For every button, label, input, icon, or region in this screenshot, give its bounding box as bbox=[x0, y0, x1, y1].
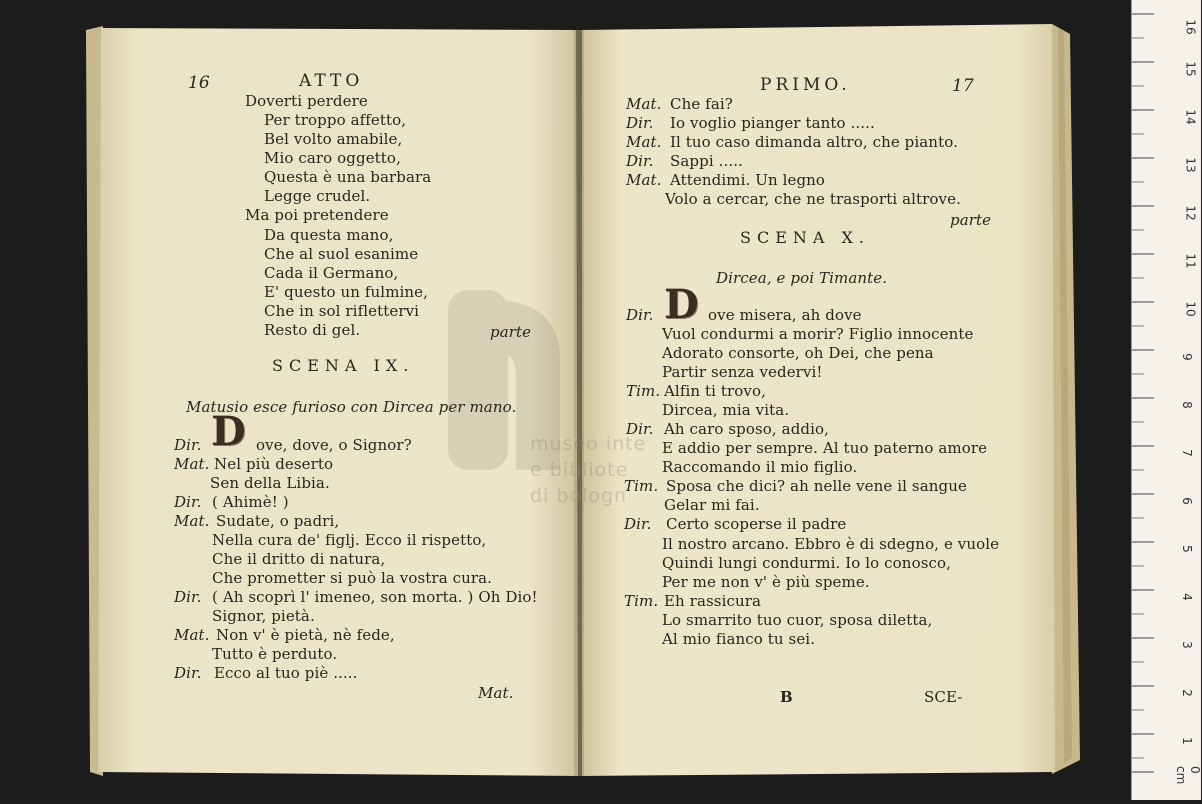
speaker: Dir. bbox=[626, 306, 654, 324]
speech-line: Certo scoperse il padre bbox=[666, 515, 847, 533]
verse-line: Che al suol esanime bbox=[264, 245, 419, 263]
speech-line: Attendimi. Un legno bbox=[670, 171, 826, 189]
speech-line: Partir senza vedervi! bbox=[662, 363, 823, 381]
verse-line: Da questa mano, bbox=[264, 226, 394, 244]
ruler-tick-label: 4 bbox=[1179, 593, 1194, 601]
ruler-tick-label: 12 bbox=[1183, 205, 1198, 221]
speaker: Dir. bbox=[174, 493, 202, 511]
speech-line: E addio per sempre. Al tuo paterno amore bbox=[662, 439, 988, 457]
verse-line: Mio caro oggetto, bbox=[264, 149, 401, 167]
speaker: Mat. bbox=[626, 133, 662, 151]
speaker: Mat. bbox=[174, 626, 210, 644]
speech-line: Dircea, mia vita. bbox=[662, 401, 790, 419]
drop-cap: D bbox=[664, 281, 699, 328]
ruler-tick-label: 13 bbox=[1183, 157, 1198, 173]
speaker: Dir. bbox=[174, 436, 202, 454]
ruler-tick-label: 14 bbox=[1183, 109, 1198, 125]
catchword: SCE- bbox=[924, 688, 963, 706]
verse-line: Che in sol riflettervi bbox=[264, 302, 420, 320]
speaker: Mat. bbox=[626, 95, 662, 113]
speech-line: ( Ah scoprì l' imeneo, son morta. ) Oh Dio! bbox=[212, 588, 538, 606]
speech-line: Sudate, o padri, bbox=[216, 512, 340, 530]
speech-line: Tutto è perduto. bbox=[212, 645, 338, 663]
speech-line: Gelar mi fai. bbox=[664, 496, 760, 514]
speaker: Dir. bbox=[626, 114, 654, 132]
speech-line: Signor, pietà. bbox=[212, 607, 315, 625]
speaker: Dir. bbox=[624, 515, 652, 533]
ruler-tick-label: 2 bbox=[1179, 689, 1194, 697]
speech-line: Che prometter si può la vostra cura. bbox=[212, 569, 493, 587]
ruler-tick-label: 9 bbox=[1179, 353, 1194, 361]
speech-line: Il nostro arcano. Ebbro è di sdegno, e vuole bbox=[662, 535, 1000, 553]
verse-line: Per troppo affetto, bbox=[264, 111, 407, 129]
speech-line: Sappi ..... bbox=[670, 152, 743, 170]
ruler-tick-label: 11 bbox=[1183, 253, 1198, 269]
exit-direction: parte bbox=[490, 323, 532, 341]
watermark-line: museo inte bbox=[530, 433, 647, 455]
speaker: Mat. bbox=[174, 455, 210, 473]
speech-line: ( Ahimè! ) bbox=[212, 493, 289, 511]
speaker: Tim. bbox=[624, 592, 659, 610]
stage-direction: Matusio esce furioso con Dircea per mano. bbox=[186, 398, 517, 416]
speaker: Tim. bbox=[626, 382, 661, 400]
ruler-tick-label: 5 bbox=[1179, 545, 1194, 553]
verse-line: Bel volto amabile, bbox=[264, 130, 403, 148]
speaker: Tim. bbox=[624, 477, 659, 495]
speech-line: Al mio fianco tu sei. bbox=[662, 630, 816, 648]
ruler-tick-label: 1 bbox=[1179, 737, 1194, 745]
speaker: Dir. bbox=[174, 588, 202, 606]
verse-line: Legge crudel. bbox=[264, 187, 371, 205]
speech-line: Raccomando il mio figlio. bbox=[662, 458, 858, 476]
speech-line: Il tuo caso dimanda altro, che pianto. bbox=[670, 133, 958, 151]
speech-line: Non v' è pietà, nè fede, bbox=[216, 626, 395, 644]
speech-line: Ecco al tuo piè ..... bbox=[214, 664, 358, 682]
speech-line: Eh rassicura bbox=[664, 592, 762, 610]
verse-line: Ma poi pretendere bbox=[245, 206, 389, 224]
speaker: Dir. bbox=[174, 664, 202, 682]
speech-line: Nel più deserto bbox=[214, 455, 334, 473]
speech-line: Volo a cercar, che ne trasporti altrove. bbox=[665, 190, 961, 208]
speech-line: Ah caro sposo, addio, bbox=[664, 420, 830, 438]
speech-line: Per me non v' è più speme. bbox=[662, 573, 870, 591]
verse-line: E' questo un fulmine, bbox=[264, 283, 429, 301]
watermark-line: di bologn bbox=[530, 485, 628, 507]
speech-line: Sposa che dici? ah nelle vene il sangue bbox=[666, 477, 967, 495]
catchword: Mat. bbox=[478, 684, 514, 702]
verse-line: Resto di gel. bbox=[264, 321, 361, 339]
stage-direction: Dircea, e poi Timante. bbox=[716, 269, 888, 287]
speech-line: Che fai? bbox=[670, 95, 733, 113]
speech-line: ove, dove, o Signor? bbox=[256, 436, 412, 454]
speech-line: ove misera, ah dove bbox=[708, 306, 862, 324]
exit-direction: parte bbox=[950, 211, 992, 229]
ruler-tick-label: 10 bbox=[1183, 301, 1198, 317]
speech-line: Lo smarrito tuo cuor, sposa diletta, bbox=[662, 611, 933, 629]
right-running-head: PRIMO. bbox=[760, 75, 851, 95]
signature-mark: B bbox=[780, 688, 793, 706]
watermark-line: e bibliote bbox=[530, 459, 629, 481]
left-page-number: 16 bbox=[188, 73, 210, 93]
ruler-tick-label: 3 bbox=[1179, 641, 1194, 649]
speech-line: Io voglio pianger tanto ..... bbox=[670, 114, 875, 132]
ruler-tick-label: 8 bbox=[1179, 401, 1194, 409]
ruler-tick-label: 6 bbox=[1179, 497, 1194, 505]
left-running-head: ATTO bbox=[299, 71, 364, 91]
speech-line: Sen della Libia. bbox=[210, 474, 330, 492]
ruler-tick-label: 15 bbox=[1183, 61, 1198, 77]
speaker: Mat. bbox=[174, 512, 210, 530]
speech-line: Quindi lungi condurmi. Io lo conosco, bbox=[662, 554, 951, 572]
speaker: Dir. bbox=[626, 152, 654, 170]
speaker: Dir. bbox=[626, 420, 654, 438]
speech-line: Adorato consorte, oh Dei, che pena bbox=[662, 344, 934, 362]
ruler-unit: 0 cm bbox=[1174, 766, 1202, 785]
scene-heading: SCENA X. bbox=[740, 228, 870, 247]
verse-line: Questa è una barbara bbox=[264, 168, 432, 186]
ruler-tick-label: 7 bbox=[1179, 449, 1194, 457]
speech-line: Alfin ti trovo, bbox=[664, 382, 767, 400]
speaker: Mat. bbox=[626, 171, 662, 189]
speech-line: Che il dritto di natura, bbox=[212, 550, 386, 568]
right-page-number: 17 bbox=[952, 76, 974, 96]
verse-line: Cada il Germano, bbox=[264, 264, 399, 282]
drop-cap: D bbox=[211, 408, 246, 455]
ruler-tick-label: 16 bbox=[1183, 19, 1198, 35]
scene-heading: SCENA IX. bbox=[272, 356, 415, 375]
speech-line: Nella cura de' figlj. Ecco il rispetto, bbox=[212, 531, 487, 549]
verse-line: Doverti perdere bbox=[245, 92, 368, 110]
speech-line: Vuol condurmi a morir? Figlio innocente bbox=[662, 325, 974, 343]
